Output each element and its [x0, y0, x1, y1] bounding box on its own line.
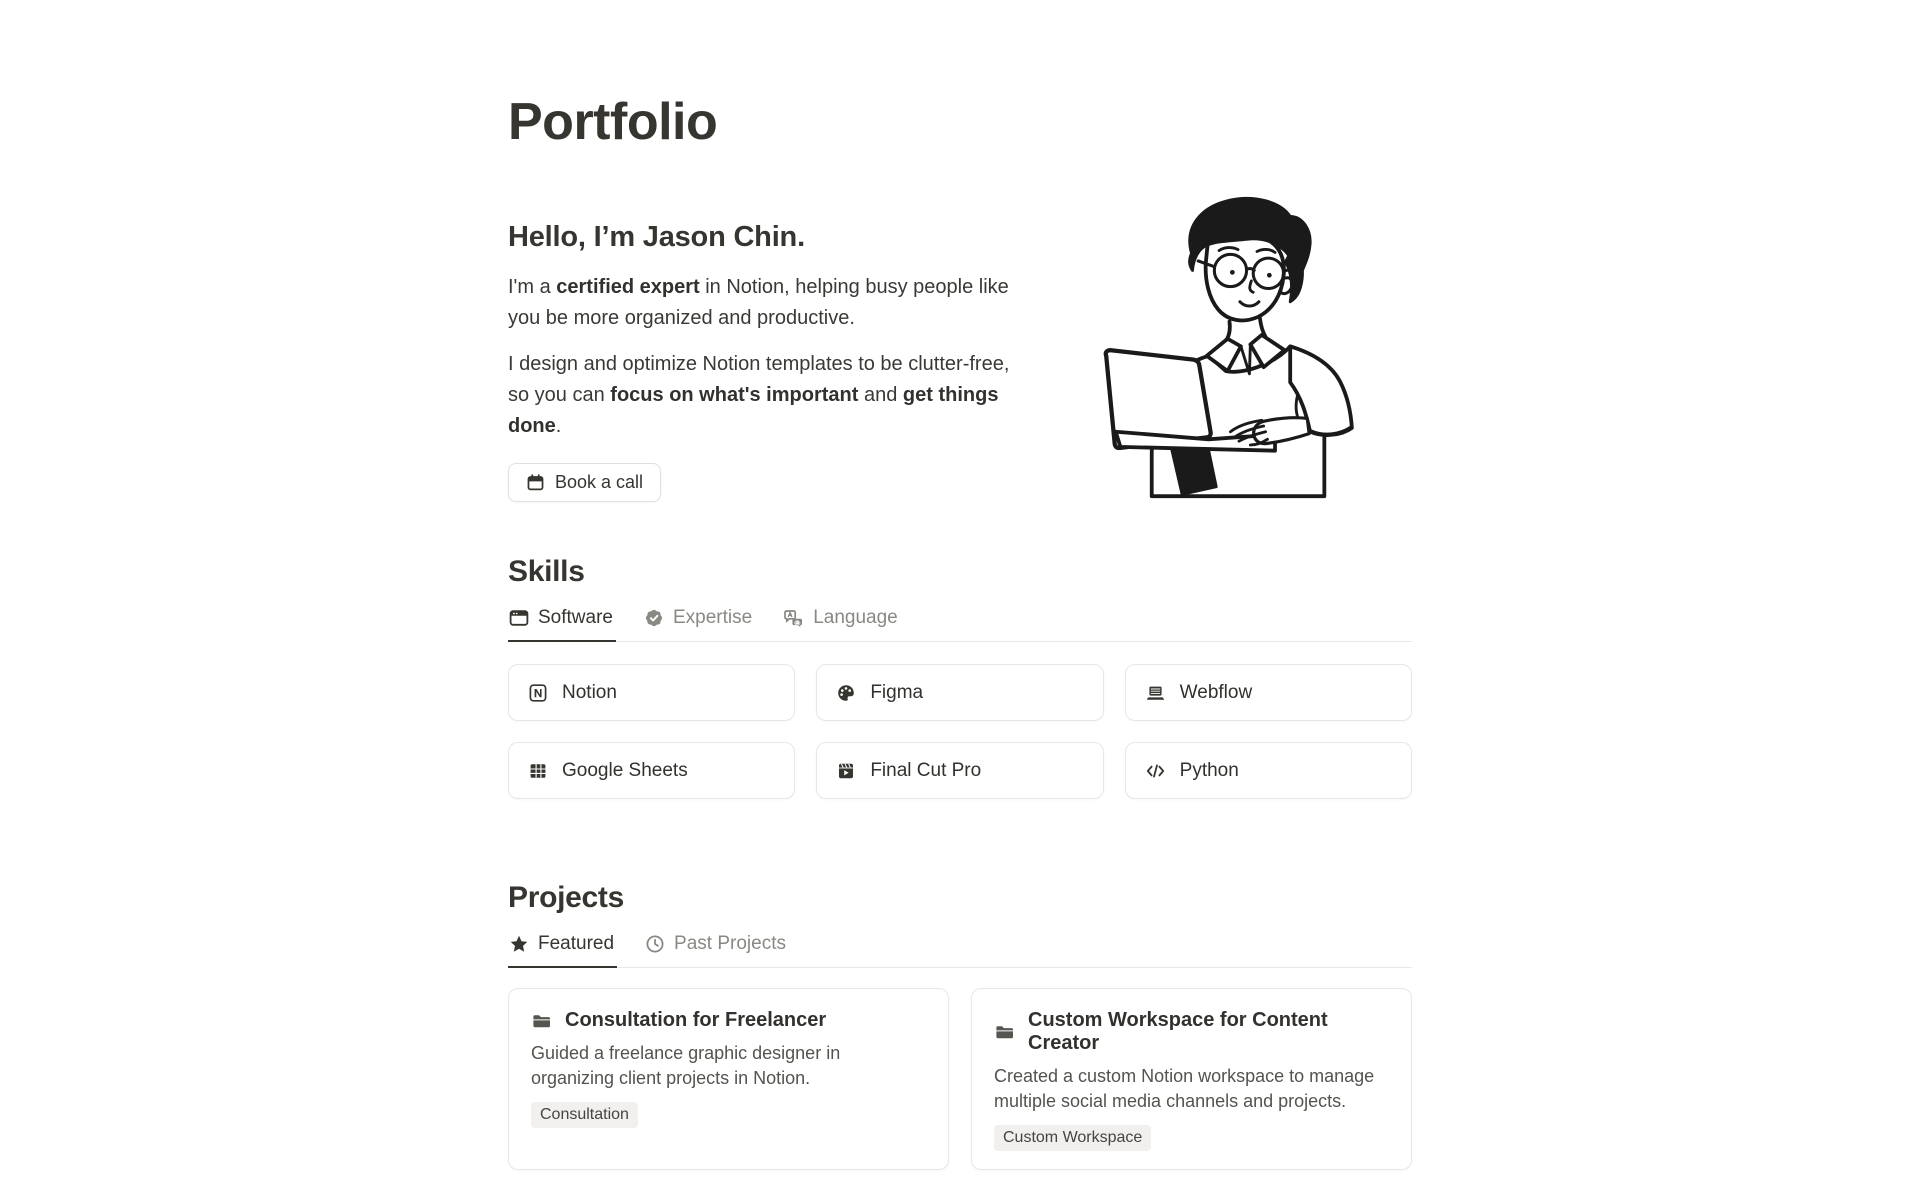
tab-featured[interactable] [508, 929, 617, 968]
folder-icon [531, 1011, 552, 1031]
clock-icon [645, 934, 665, 954]
skill-label: Webflow [1179, 681, 1253, 703]
skill-label: Figma [870, 681, 924, 703]
page-title: Portfolio [508, 93, 718, 151]
tab-software[interactable] [508, 603, 616, 642]
skills-grid [508, 664, 1412, 799]
folder-icon [994, 1022, 1015, 1042]
book-a-call-button[interactable] [508, 463, 661, 502]
tab-language[interactable] [782, 603, 901, 642]
project-tag: Custom Workspace [994, 1125, 1151, 1151]
projects-section [508, 881, 1412, 1170]
skill-card-google-sheets[interactable] [508, 742, 795, 799]
skills-heading: Skills [508, 555, 585, 589]
project-description: Guided a freelance graphic designer in organizing client projects in Notion. [531, 1043, 841, 1089]
clapperboard-icon [836, 761, 856, 781]
palette-icon [836, 683, 856, 703]
skill-card-figma[interactable] [816, 664, 1103, 721]
tab-label: Past Projects [674, 933, 786, 955]
app-window-icon [509, 608, 529, 628]
project-description: Created a custom Notion workspace to manage multiple social media channels and projects. [994, 1066, 1375, 1112]
hero-section [508, 221, 1412, 505]
skill-label: Python [1179, 759, 1239, 781]
projects-tabs [508, 929, 1412, 968]
skills-section [508, 555, 1412, 799]
translate-icon [783, 608, 804, 628]
calendar-icon [526, 473, 545, 492]
project-card-consultation[interactable] [508, 988, 949, 1170]
tab-label: Software [538, 607, 613, 629]
hero-paragraph-1: I'm a certified expert in Notion, helping busy people like you be more organized and productive. [508, 276, 1009, 330]
tab-label: Expertise [672, 607, 753, 629]
skill-card-final-cut-pro[interactable] [816, 742, 1103, 799]
skill-label: Final Cut Pro [870, 759, 982, 781]
projects-grid [508, 988, 1412, 1170]
star-icon [509, 934, 529, 954]
skill-card-notion[interactable] [508, 664, 795, 721]
project-title: Consultation for Freelancer [565, 1009, 827, 1032]
project-tag: Consultation [531, 1102, 638, 1128]
badge-check-icon [644, 608, 664, 628]
notion-logo-icon [528, 683, 548, 703]
skill-label: Notion [562, 681, 617, 703]
hero-paragraph-2: I design and optimize Notion templates to be clutter-free, so you can focus on what's important and get things done. [508, 353, 1010, 438]
skills-tabs [508, 603, 1412, 642]
tab-past-projects[interactable] [644, 929, 789, 968]
spreadsheet-icon [528, 761, 548, 781]
person-laptop-illustration [1087, 187, 1372, 505]
projects-heading: Projects [508, 881, 624, 915]
project-title: Custom Workspace for Content Creator [1028, 1009, 1328, 1055]
tab-label: Featured [538, 933, 615, 955]
cta-label: Book a call [555, 472, 644, 493]
skill-label: Google Sheets [562, 759, 688, 781]
laptop-icon [1145, 683, 1166, 703]
portfolio-page [508, 0, 1412, 1170]
tab-expertise[interactable] [643, 603, 755, 642]
hero-heading: Hello, I’m Jason Chin. [508, 221, 805, 254]
code-icon [1145, 761, 1166, 781]
skill-card-webflow[interactable] [1125, 664, 1412, 721]
project-card-custom-workspace[interactable] [971, 988, 1412, 1170]
skill-card-python[interactable] [1125, 742, 1412, 799]
tab-label: Language [813, 607, 898, 629]
